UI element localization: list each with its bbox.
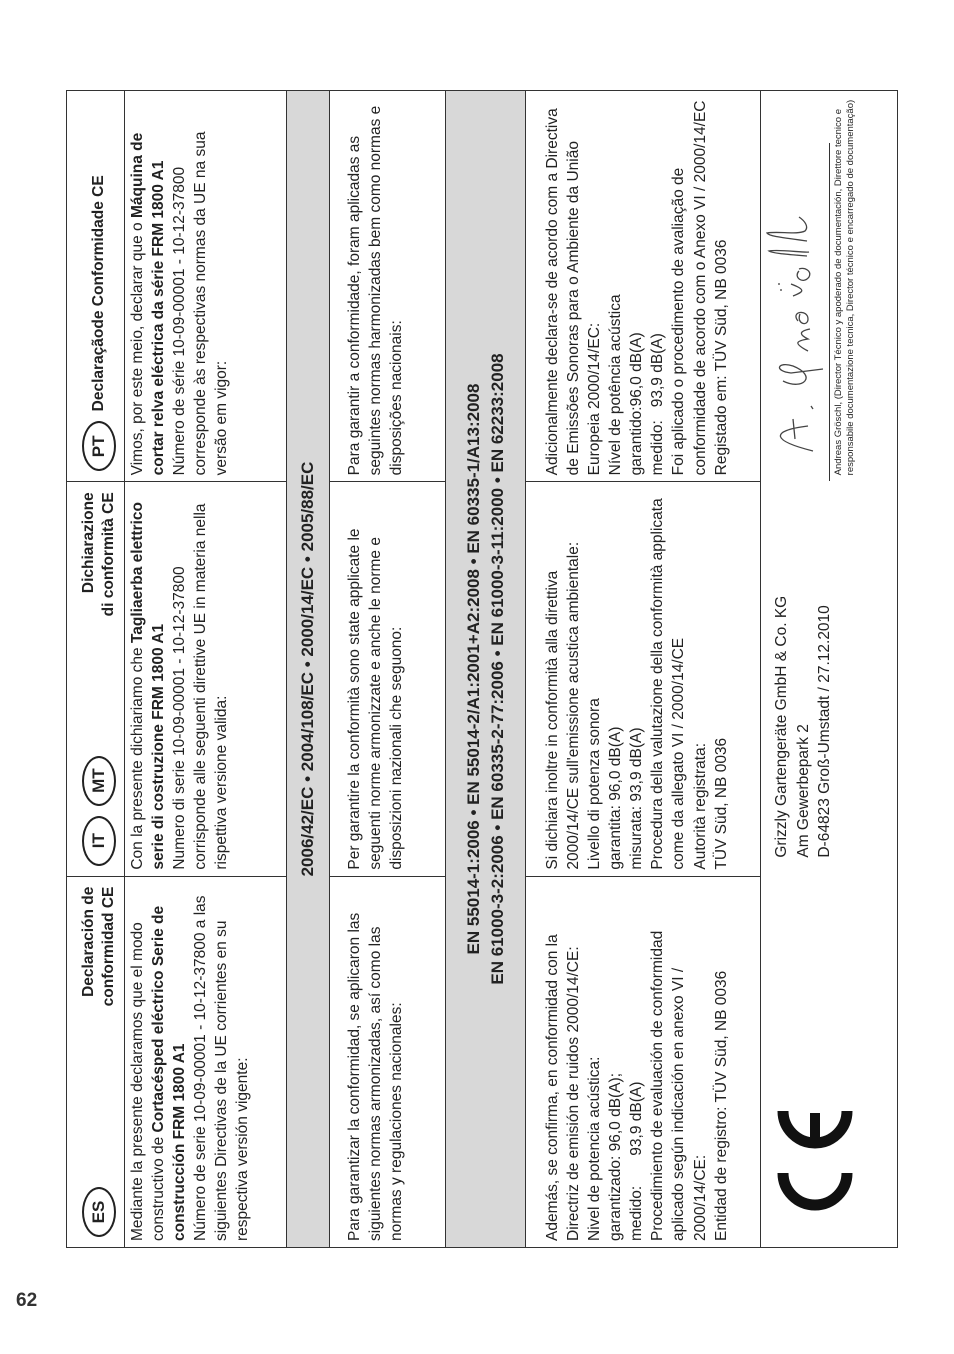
noise-es: Además, se confirma, en conformidad con la Directriz de emisión de ruidos 2000/14/CE: Nivel de potencia acústica: garantizado: 96,0 dB(A); medido: 93,9 dB(A) Procedimiento de evaluación de conformidad aplicado según indicación en anexo VI / 2000/14/CE: Entidad de registro: TÜV Süd, NB 0036 [526,876,760,1247]
flag-es: ES [82,1187,116,1237]
flag-mt: MT [82,756,116,806]
footer-ce [761,876,897,1247]
title-pt: Declaraçãode Conformidade CE [89,175,107,412]
directives-band [287,91,330,1247]
signature-image [763,161,827,461]
ce-declaration-table [66,90,898,1248]
header-pt [67,91,124,481]
signature-line [829,143,830,481]
header-row [67,91,125,1247]
company-city-date: D-64823 Groß-Umstadt / 27.12.2010 [816,605,834,858]
signature-caption: Andreas Gröschl, (Director Técnico y apoderado de documentación, Direttore tecnico e responsabile documentazione tecnica, Director técnico e encarregado de documentação) [833,99,857,476]
intro-pt: Vimos, por este meio, declarar que o Máquina de cortar relva eléctrica da série FRM 1800 A1 Número de série 10-09-00001 - 10-12-37800 corresponde às respectivas normas da UE na sua versão em vigor: [129,131,231,476]
header-it [67,481,124,875]
company-name: Grizzly Gartengeräte GmbH & Co. KG [773,595,790,858]
page-number: 62 [16,1290,38,1311]
ce-mark-icon [775,1101,855,1221]
footer-signature [761,91,897,481]
flag-pt: PT [82,421,116,471]
product-name-pt: Máquina de cortar relva eléctrica da série FRM 1800 A1 [129,132,168,476]
product-name-es: Cortacésped eléctrico Serie de construcción FRM 1800 A1 [150,905,189,1241]
harmonized-row [330,91,446,1247]
standards-line-1: EN 55014-1:2006 • EN 55014-2/A1:2001+A2:2008 • EN 60335-1/A13:2008 [463,383,483,955]
harmonized-it: Per garantire la conformità sono state applicate le seguenti norme armonizzate e anche le norme e disposizioni nazionali che seguono: [330,481,445,875]
company-street: Am Gewerbepark 2 [794,724,812,858]
noise-row [526,91,761,1247]
intro-it: Con la presente dichiariamo che Tagliaerba elettrico serie di costruzione FRM 1800 A1 Numero di serie 10-09-00001 - 10-12-37800 corrisponde alle seguenti direttive UE in materia nella rispettiva versione valida: [125,481,286,875]
standards-band [446,91,526,1247]
title-es: Declaración de conformidad CE [80,886,117,1007]
directives-list: 2006/42/EC • 2004/108/EC • 2000/14/EC • 2005/88/EC [298,461,318,877]
title-it: Dichiarazione di conformità CE [80,492,117,617]
intro-es: Mediante la presente declaramos que el modo constructivo de Cortacésped eléctrico Serie de construcción FRM 1800 A1 Número de serie 10-09-00001 - 10-12-37800 a las siguientes Directivas de la UE corrientes en su respectiva versión vigente: [125,876,286,1247]
noise-pt: Adicionalmente declara-se de acordo com a Directiva de Emissões Sonoras para o Ambiente da União Europeia 2000/14/EC: Nível de potência acústica garantido:96,0 dB(A) medido: 93,9 dB(A) Foi aplicado o procedimento de avaliação de conformidade de acordo com o Anexo VI / 2000/14/EC Registado em: TÜV Süd, NB 0036 [544,100,730,476]
harmonized-pt: Para garantir a conformidade, foram aplicadas as seguintes normas harmonizadas bem como normas e disposições nacionais: [346,105,406,476]
footer-address [761,481,897,875]
intro-row [125,91,287,1247]
harmonized-es: Para garantizar la conformidad, se aplicaron las siguientes normas armonizadas, así como las normas y regulaciones nacionales: [330,876,445,1247]
header-es [67,876,124,1247]
product-name-it: Tagliaerba elettrico serie di costruzione FRM 1800 A1 [129,502,168,870]
footer-row [761,91,897,1247]
noise-it: Si dichiara inoltre in conformità alla direttiva 2000/14/CE sull'emissione acustica ambientale: Livello di potenza sonora garantita: 96,0 dB(A) misurata: 93,9 dB(A) Procedura della valutazione della conformità applicata come da allegato VI / 2000/14/CE Autorità registrata: TÜV Süd, NB 0036 [526,481,760,875]
flag-it: IT [82,816,116,866]
standards-line-2: EN 61000-3-2:2006 • EN 60335-2-77:2006 • EN 61000-3-11:2000 • EN 62233:2008 [487,353,507,985]
